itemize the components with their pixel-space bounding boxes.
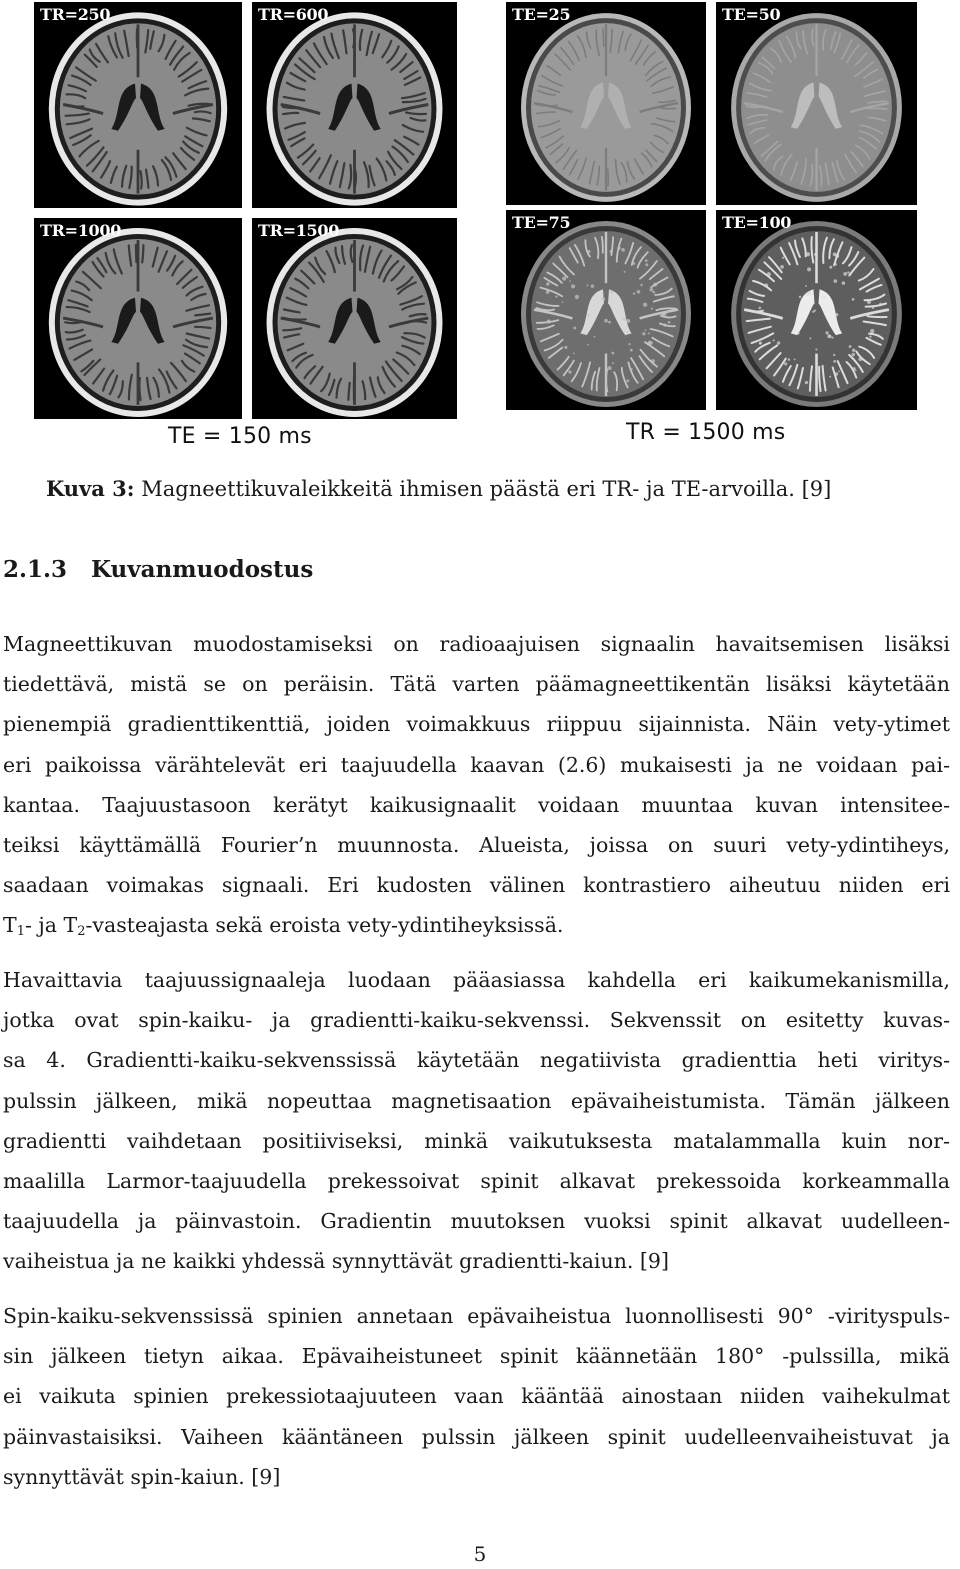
text-line: tiedettävä, mistä se on peräisin. Tätä varten päämagneettikentän lisäksi käytetään [3,672,950,697]
text-line: vaiheistua ja ne kaikki yhdessä synnyttävät gradientti-kaiun. [9] [3,1249,669,1274]
left-group-label: TE = 150 ms [168,424,312,449]
mri-panel-tr1000 [34,218,242,419]
panel-label: TR=250 [40,5,111,24]
mri-panel-te25 [506,2,706,205]
panel-label: TR=1500 [258,221,340,240]
text-line: teiksi käyttämällä Fourier’n muunnosta. Alueista, joissa on suuri vety-ydintiheys, [3,833,950,858]
text-line: pienempiä gradienttikenttiä, joiden voimakkuus riippuu sijainnista. Näin vety-ytimet [3,712,950,737]
text-fragment: T [3,913,17,938]
text-line: Spin-kaiku-sekvenssissä spinien annetaan epävaiheistua luonnollisesti 90° -virityspuls- [3,1304,950,1328]
text-line: Havaittavia taajuussignaaleja luodaan pääasiassa kahdella eri kaikumekanismilla, [3,968,950,992]
text-line: gradientti vaihdetaan positiiviseksi, minkä vaikutuksesta matalammalla kuin nor- [3,1128,950,1153]
text-line: sin jälkeen tietyn aikaa. Epävaiheistuneet spinit käännetään 180° -pulssilla, mikä [3,1344,950,1369]
brain-scan-image [506,2,706,205]
text-line: synnyttävät spin-kaiun. [9] [3,1464,281,1489]
text-line: kantaa. Taajuustasoon kerätyt kaikusignaalit voidaan muuntaa kuvan intensitee- [3,792,950,817]
mri-panel-te75 [506,210,706,410]
mri-panel-tr600 [252,2,457,208]
section-number: 2.1.3 [3,556,68,583]
text-line: eri paikoissa värähtelevät eri taajuudella kaavan (2.6) mukaisesti ja ne voidaan pai- [3,752,950,777]
text-line: sa 4. Gradientti-kaiku-sekvenssissä käytetään negatiivista gradienttia heti viritys- [3,1048,950,1073]
caption-prefix: Kuva 3: [46,476,135,501]
brain-scan-image [252,218,457,419]
paragraph-1 [3,624,950,946]
panel-label: TE=25 [512,5,571,24]
text-fragment: - ja T [24,913,78,938]
text-line [3,905,950,945]
text-line: pulssin jälkeen, mikä nopeuttaa magnetisaation epävaiheistumista. Tämän jälkeen [3,1088,950,1113]
panel-label: TR=600 [258,5,329,24]
mri-panel-tr1500 [252,218,457,419]
right-group-label: TR = 1500 ms [626,420,786,445]
text-fragment: -vasteajasta sekä eroista vety-ydintiheyksissä. [85,913,564,938]
text-line: päinvastaisiksi. Vaiheen kääntäneen pulssin jälkeen spinit uudelleenvaiheistuvat ja [3,1424,950,1449]
text-line: ei vaikuta spinien prekessiotaajuuteen vaan kääntää ainostaan niiden vaihekulmat [3,1384,950,1409]
caption-text: Magneettikuvaleikkeitä ihmisen päästä eri TR- ja TE-arvoilla. [9] [134,477,832,501]
subscript: 1 [16,924,25,940]
text-line: maalilla Larmor-taajuudella prekessoivat spinit alkavat prekessoida korkeammalla [3,1169,950,1194]
brain-scan-image [34,2,242,208]
section-heading [3,556,313,583]
subscript: 2 [77,924,86,940]
mri-panel-te50 [716,2,917,205]
section-title: Kuvanmuodostus [91,556,314,583]
page-number: 5 [473,1542,487,1566]
panel-label: TE=75 [512,213,571,232]
brain-scan-image [34,218,242,419]
text-line: saadaan voimakas signaali. Eri kudosten välinen kontrastiero aiheutuu niiden eri [3,873,950,898]
brain-scan-image [252,2,457,208]
panel-label: TE=50 [722,5,781,24]
figure-caption [46,476,831,501]
panel-label: TE=100 [722,213,792,232]
brain-scan-image [506,210,706,410]
paragraph-3 [3,1296,950,1497]
panel-label: TR=1000 [40,221,122,240]
brain-scan-image [716,2,917,205]
brain-scan-image [716,210,917,410]
text-line: jotka ovat spin-kaiku- ja gradientti-kaiku-sekvenssi. Sekvenssit on esitetty kuvas- [3,1008,950,1033]
text-line: Magneettikuvan muodostamiseksi on radioaajuisen signaalin havaitsemisen lisäksi [3,632,950,656]
mri-panel-te100 [716,210,917,410]
paragraph-2 [3,960,950,1282]
mri-panel-tr250 [34,2,242,208]
text-line: taajuudella ja päinvastoin. Gradientin muutoksen vuoksi spinit alkavat uudelleen- [3,1209,950,1234]
